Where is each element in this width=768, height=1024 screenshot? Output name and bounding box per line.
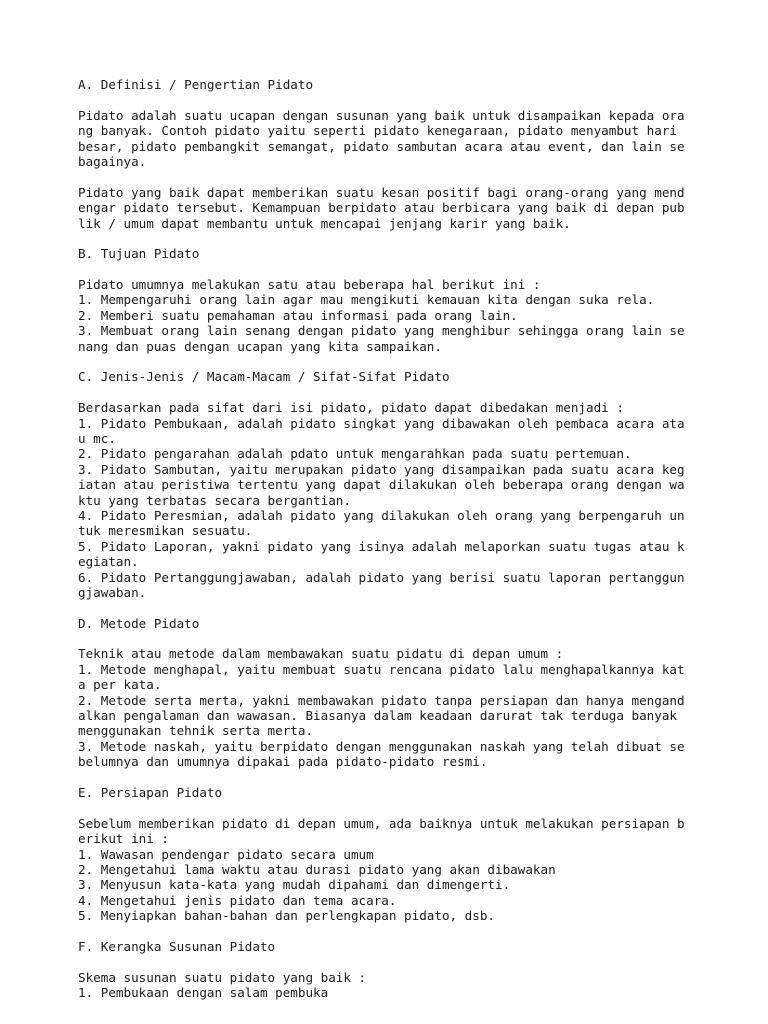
text-line: egiatan.: [78, 554, 139, 570]
text-line: tuk meresmikan sesuatu.: [78, 523, 253, 539]
section-heading: C. Jenis-Jenis / Macam-Macam / Sifat-Sifat Pidato: [78, 369, 450, 385]
section-heading: B. Tujuan Pidato: [78, 246, 200, 262]
text-line: Berdasarkan pada sifat dari isi pidato, pidato dapat dibedakan menjadi :: [78, 400, 624, 416]
text-line: u mc.: [78, 430, 116, 446]
text-line: ng banyak. Contoh pidato yaitu seperti pidato kenegaraan, pidato menyambut hari: [78, 123, 677, 139]
section-heading: A. Definisi / Pengertian Pidato: [78, 77, 314, 92]
text-line: Teknik atau metode dalam membawakan suatu pidatu di depan umum :: [78, 646, 564, 662]
text-line: 3. Pidato Sambutan, yaitu merupakan pidato yang disampaikan pada suatu acara keg: [78, 461, 685, 477]
text-line: belumnya dan umumnya dipakai pada pidato-pidato resmi.: [78, 754, 488, 770]
text-line: besar, pidato pembangkit semangat, pidato sambutan acara atau event, dan lain se: [78, 138, 685, 154]
text-line: Pidato yang baik dapat memberikan suatu kesan positif bagi orang-orang yang mend: [78, 184, 685, 200]
blank-line: [78, 169, 698, 184]
text-line: 3. Membuat orang lain senang dengan pidato yang menghibur sehingga orang lain se: [78, 323, 685, 339]
text-line: 1. Mempengaruhi orang lain agar mau mengikuti kemauan kita dengan suka rela.: [78, 292, 655, 308]
blank-line: [78, 231, 698, 246]
text-line: Pidato adalah suatu ucapan dengan susunan yang baik untuk disampaikan kepada ora: [78, 107, 685, 123]
text-line: 1. Pidato Pembukaan, adalah pidato singkat yang dibawakan oleh pembaca acara ata: [78, 415, 685, 431]
document-page: [78, 77, 698, 1000]
text-line: 6. Pidato Pertanggungjawaban, adalah pidato yang berisi suatu laporan pertanggun: [78, 569, 685, 585]
text-line: lik / umum dapat membantu untuk mencapai jenjang karir yang baik.: [78, 215, 571, 231]
text-line: 5. Pidato Laporan, yakni pidato yang isinya adalah melaporkan suatu tugas atau k: [78, 538, 685, 554]
text-line: iatan atau peristiwa tertentu yang dapat dilakukan oleh beberapa orang dengan wa: [78, 477, 685, 493]
text-line: 4. Pidato Peresmian, adalah pidato yang dilakukan oleh orang yang berpengaruh un: [78, 507, 685, 523]
section-heading: F. Kerangka Susunan Pidato: [78, 938, 276, 954]
blank-line: [78, 600, 698, 615]
text-line: 1. Metode menghapal, yaitu membuat suatu rencana pidato lalu menghapalkannya kat: [78, 661, 685, 677]
section-heading: E. Persiapan Pidato: [78, 784, 223, 800]
blank-line: [78, 800, 698, 815]
text-line: gjawaban.: [78, 584, 147, 600]
text-line: alkan pengalaman dan wawasan. Biasanya dalam keadaan darurat tak terduga banyak: [78, 708, 677, 724]
text-line: 2. Pidato pengarahan adalah pdato untuk mengarahkan pada suatu pertemuan.: [78, 446, 632, 462]
text-line: 2. Memberi suatu pemahaman atau informasi pada orang lain.: [78, 307, 518, 323]
blank-line: [78, 770, 698, 785]
text-line: 2. Metode serta merta, yakni membawakan pidato tanpa persiapan dan hanya mengand: [78, 692, 685, 708]
text-line: 2. Mengetahui lama waktu atau durasi pidato yang akan dibawakan: [78, 861, 556, 877]
text-line: Pidato umumnya melakukan satu atau beberapa hal berikut ini :: [78, 277, 541, 293]
text-line: ktu yang terbatas secara bergantian.: [78, 492, 351, 508]
text-line: 3. Menyusun kata-kata yang mudah dipahami dan dimengerti.: [78, 877, 511, 893]
text-line: bagainya.: [78, 153, 147, 169]
text-line: 5. Menyiapkan bahan-bahan dan perlengkapan pidato, dsb.: [78, 908, 496, 924]
blank-line: [78, 92, 698, 107]
blank-line: [78, 262, 698, 277]
blank-line: [78, 354, 698, 369]
blank-line: [78, 631, 698, 646]
text-line: nang dan puas dengan ucapan yang kita sampaikan.: [78, 338, 442, 354]
blank-line: [78, 954, 698, 969]
text-line: 1. Pembukaan dengan salam pembuka: [78, 985, 329, 1001]
blank-line: [78, 385, 698, 400]
text-line: menggunakan tehnik serta merta.: [78, 723, 314, 739]
text-line: erikut ini :: [78, 831, 169, 847]
text-line: Sebelum memberikan pidato di depan umum, ada baiknya untuk melakukan persiapan b: [78, 815, 685, 831]
text-line: Skema susunan suatu pidato yang baik :: [78, 969, 367, 985]
text-line: 3. Metode naskah, yaitu berpidato dengan menggunakan naskah yang telah dibuat se: [78, 738, 685, 754]
blank-line: [78, 923, 698, 938]
text-line: a per kata.: [78, 677, 162, 693]
text-line: engar pidato tersebut. Kemampuan berpidato atau berbicara yang baik di depan pub: [78, 200, 685, 216]
section-heading: D. Metode Pidato: [78, 615, 200, 631]
text-line: 4. Mengetahui jenis pidato dan tema acara.: [78, 892, 397, 908]
text-line: 1. Wawasan pendengar pidato secara umum: [78, 846, 374, 862]
